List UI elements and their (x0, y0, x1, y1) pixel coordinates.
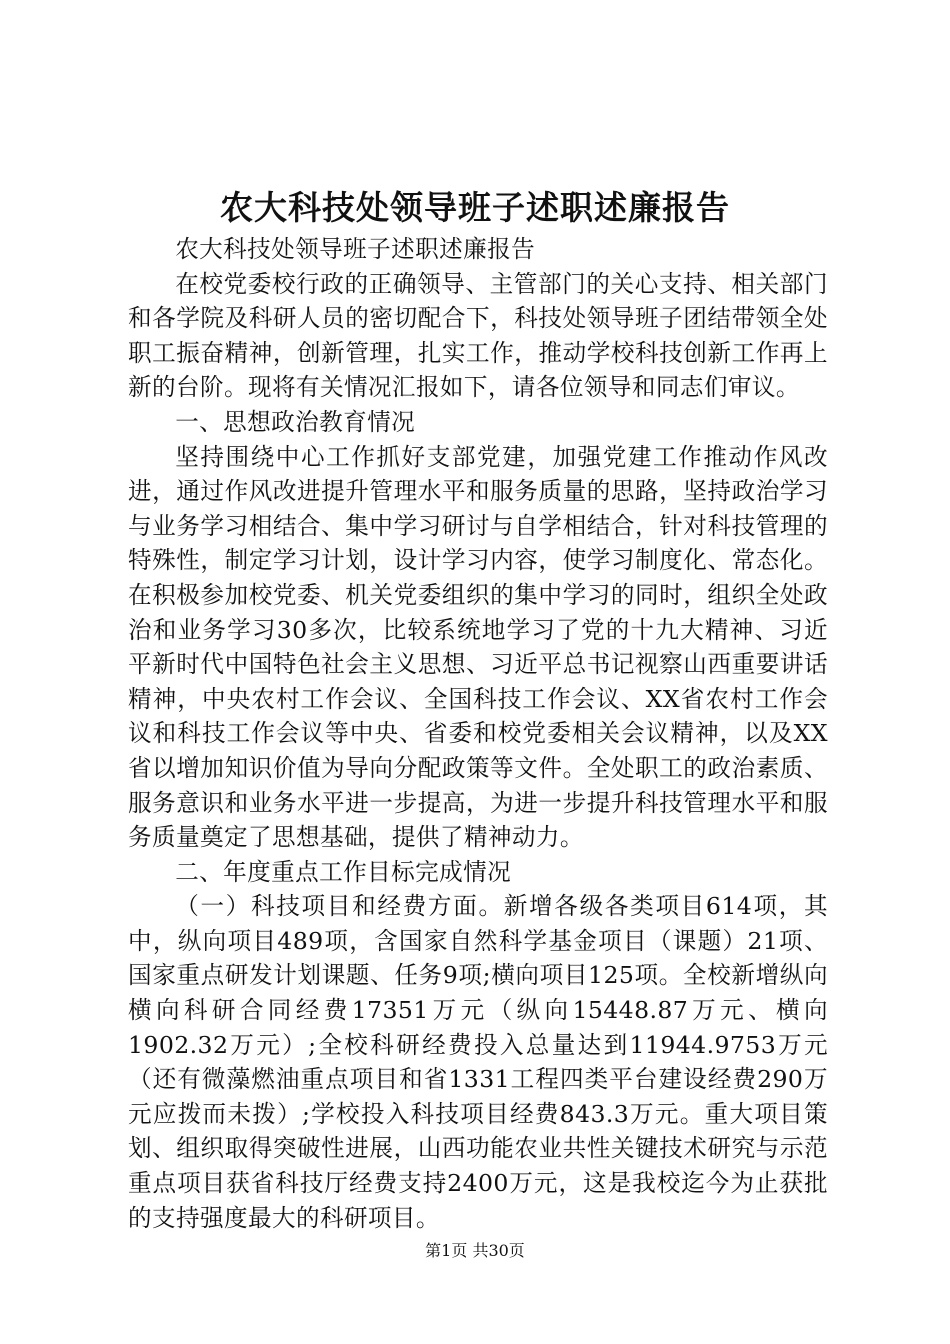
section-heading-1: 一、思想政治教育情况 (175, 407, 416, 436)
paragraph-section-1: 坚持围绕中心工作抓好支部党建，加强党建工作推动作风改进，通过作风改进提升管理水平和服务质量的思路，坚持政治学习与业务学习相结合、集中学习研讨与自学相结合，针对科技管理的特殊性，制定学习计划，设计学习内容，使学习制度化、常态化。在积极参加校党委、机关党委组织的集中学习的同时，组织全处政治和业务学习30多次，比较系统地学习了党的十九大精神、习近平新时代中国特色社会主义思想、习近平总书记视察山西重要讲话精神，中央农村工作会议、全国科技工作会议、XX省农村工作会议和科技工作会议等中央、省委和校党委相关会议精神，以及XX省以增加知识价值为导向分配政策等文件。全处职工的政治素质、服务意识和业务水平进一步提高，为进一步提升科技管理水平和服务质量奠定了思想基础，提供了精神动力。 (128, 442, 828, 852)
paragraph-subtitle: 农大科技处领导班子述职述廉报告 (175, 235, 536, 263)
page-footer: 第1页 共30页 (425, 1241, 525, 1260)
section-heading-2: 二、年度重点工作目标完成情况 (175, 857, 512, 886)
paragraph-intro: 在校党委校行政的正确领导、主管部门的关心支持、相关部门和各学院及科研人员的密切配合下，科技处领导班子团结带领全处职工振奋精神，创新管理，扎实工作，推动学校科技创新工作再上新的台阶。现将有关情况汇报如下，请各位领导和同志们审议。 (128, 269, 828, 402)
paragraph-section-2-1: （一）科技项目和经费方面。新增各级各类项目614项，其中，纵向项目489项，含国家自然科学基金项目（课题）21项、国家重点研发计划课题、任务9项;横向项目125项。全校新增纵向横向科研合同经费17351万元（纵向15448.87万元、横向1902.32万元）;全校科研经费投入总量达到11944.9753万元（还有微藻燃油重点项目和省1331工程四类平台建设经费290万元应拨而未拨）;学校投入科技项目经费843.3万元。重大项目策划、组织取得突破性进展，山西功能农业共性关键技术研究与示范重点项目获省科技厅经费支持2400万元，这是我校迄今为止获批的支持强度最大的科研项目。 (128, 892, 828, 1232)
document-title: 农大科技处领导班子述职述廉报告 (220, 188, 730, 227)
document-body (128, 232, 828, 1235)
